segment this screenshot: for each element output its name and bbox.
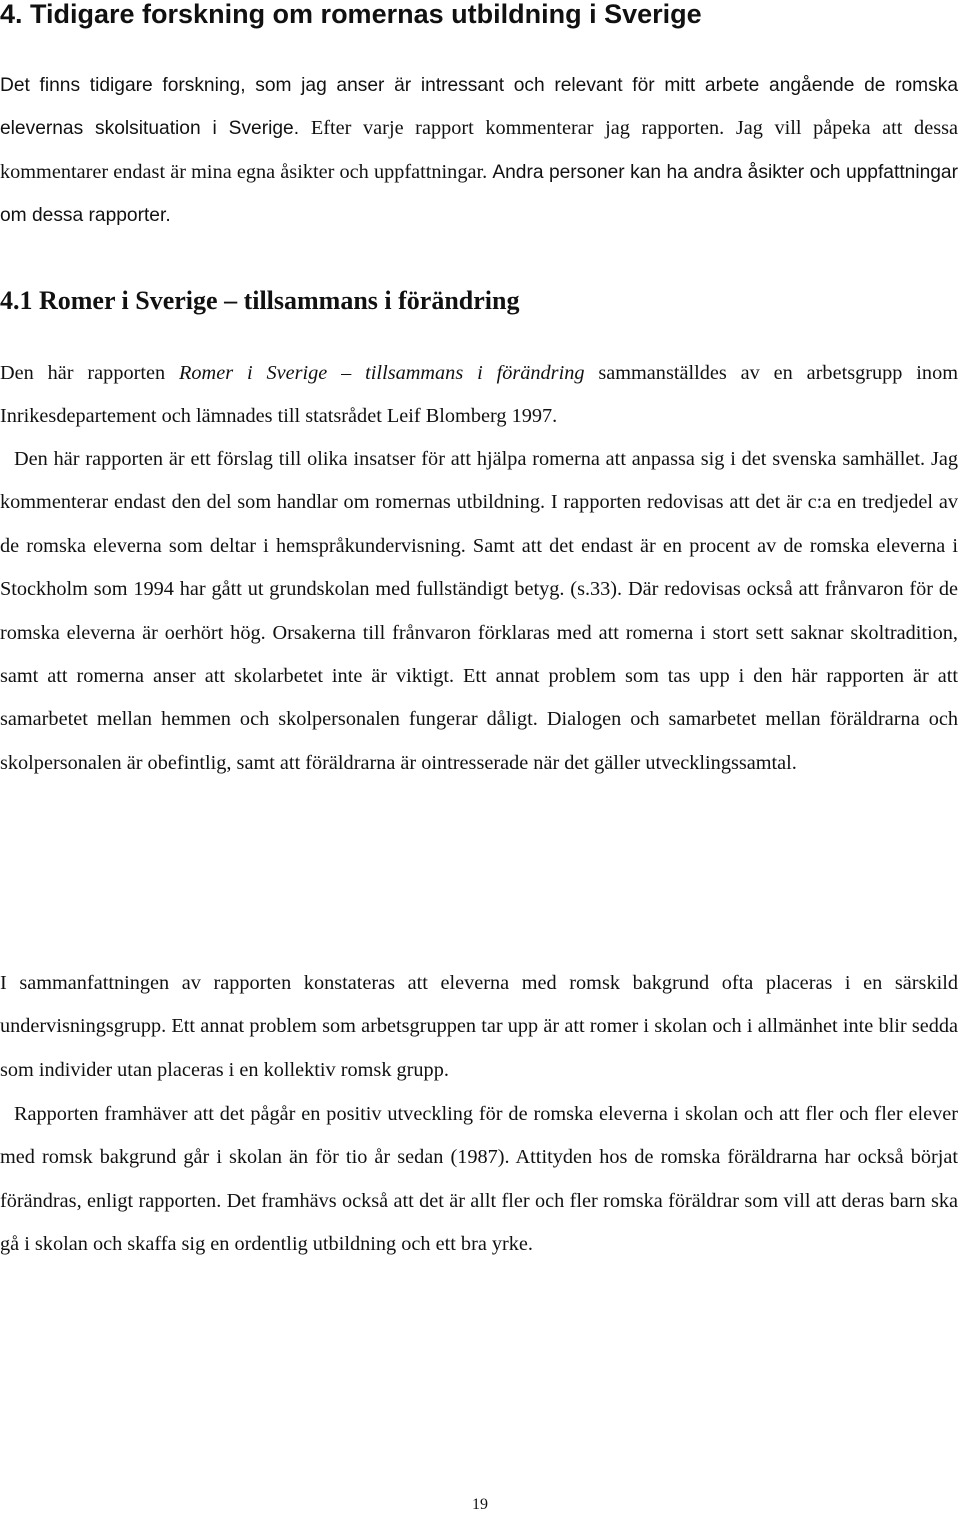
intro-text-sans-end: Andra personer kan ha andra åsikter och uppfattningar om dessa rapporter. [0, 161, 958, 227]
page-number: 19 [472, 1496, 488, 1513]
report-conclusion-paragraph: I sammanfattningen av rapporten konstateras att eleverna med romsk bakgrund ofta placeras i en särskild undervisningsgrupp. Ett annat problem som arbetsgruppen tar upp är att romer i skolan och i allmänhet inte blir sedda som individer utan placeras i en kollektiv romsk grupp. [0, 972, 958, 1081]
subsection-title: 4.1 Romer i Sverige – tillsammans i förändring [0, 286, 520, 315]
report-intro-paragraph [0, 352, 958, 439]
report-summary-paragraph: Den här rapporten är ett förslag till olika insatser för att hjälpa romerna att anpassa sig i det svenska samhället. Jag kommenterar endast den del som handlar om romernas utbildning. I rapporten redovisas att det är c:a en tredjedel av de romska eleverna som deltar i hemspråkundervisning. Samt att det endast är en procent av de romska eleverna i Stockholm som 1994 har gått ut grundskolan med fullständigt betyg. (s.33). Där redovisas också att frånvaron för de romska eleverna är oerhört hög. Orsakerna till frånvaron förklaras med att romerna i stort sett saknar skoltradition, samt att romerna anser att skolarbetet inte är viktigt. Ett annat problem som tas upp i den här rapporten är att samarbetet mellan hemmen och skolpersonalen fungerar dåligt. Dialogen och samarbetet mellan föräldrarna och skolpersonalen är obefintlig, samt att föräldrarna är ointresserade när det gäller utvecklingssamtal. [0, 448, 958, 774]
report-intro-text-start: Den här rapporten [0, 362, 180, 384]
section-title: 4. Tidigare forskning om romernas utbildning i Sverige [0, 0, 702, 29]
intro-text-sans: Det finns tidigare forskning, som jag anser är intressant och relevant för mitt arbete angående de romska elevernas skolsituation i Sverige. [0, 75, 958, 140]
intro-paragraph [0, 64, 958, 238]
report-title-italic: Romer i Sverige – tillsammans i förändring [179, 362, 585, 384]
intro-text-serif: Efter varje rapport kommenterar jag rapporten. Jag vill påpeka att dessa kommentarer endast är mina egna åsikter och uppfattningar. [0, 117, 958, 183]
report-positive-paragraph: Rapporten framhäver att det pågår en positiv utveckling för de romska eleverna i skolan och att fler och fler elever med romsk bakgrund går i skolan än för tio år sedan (1987). Attityden hos de romska föräldrarna har också börjat förändras, enligt rapporten. Det framhävs också att det är allt fler och fler romska föräldrar som vill att deras barn ska gå i skolan och skaffa sig en ordentlig utbildning och ett bra yrke. [0, 1103, 958, 1256]
report-intro-text-end: sammanställdes av en arbetsgrupp inom Inrikesdepartement och lämnades till statsrådet Leif Blomberg 1997. [0, 362, 958, 428]
